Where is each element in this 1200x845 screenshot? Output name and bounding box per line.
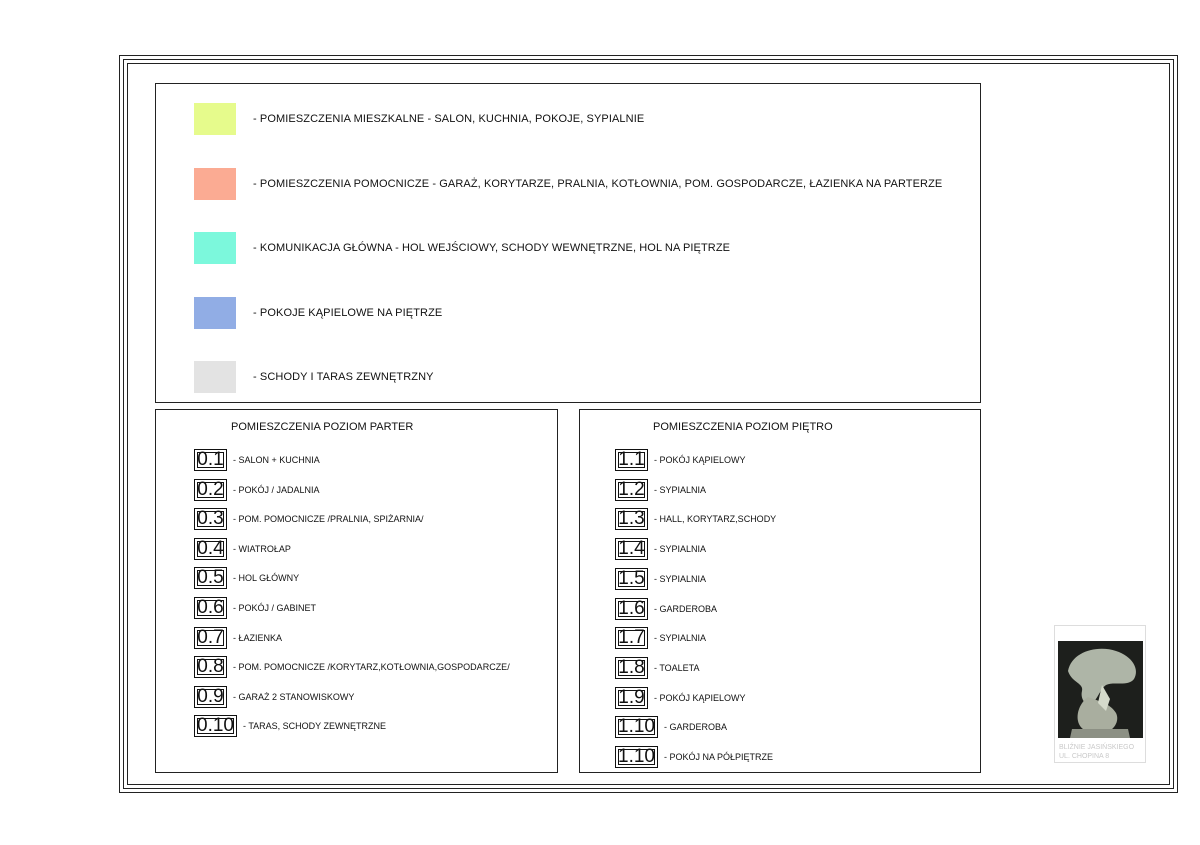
room-code-box: 0.6 — [194, 597, 227, 619]
legend-row-mieszkalne — [194, 102, 644, 136]
room-code-box: 0.1 — [194, 449, 227, 471]
pietro-room-row — [615, 448, 746, 472]
room-label: - SALON + KUCHNIA — [233, 455, 320, 465]
parter-room-row — [194, 714, 386, 738]
room-code-box: 1.6 — [615, 598, 648, 620]
room-label: - ŁAZIENKA — [233, 632, 283, 643]
room-label: - TOALETA — [654, 662, 700, 673]
room-label: - POKÓJ / JADALNIA — [233, 484, 320, 495]
room-code-box: 1.9 — [615, 687, 648, 709]
room-code-box: 1.1 — [615, 449, 648, 471]
room-label: - POM. POMOCNICZE /PRALNIA, SPIŻARNIA/ — [233, 514, 424, 525]
parter-room-row — [194, 655, 510, 679]
room-label: - GARDEROBA — [663, 722, 727, 733]
room-code-box: 0.5 — [194, 567, 227, 589]
architect-stamp — [1054, 625, 1146, 763]
legend-text-komunikacja: - KOMUNIKACJA GŁÓWNA - HOL WEJŚCIOWY, SCHODY WEWNĘTRZNE, HOL NA PIĘTRZE — [253, 242, 731, 254]
pietro-room-row — [615, 567, 706, 591]
room-label: - POKÓJ KĄPIELOWY — [654, 692, 746, 703]
legend-swatch-pomocnicze — [194, 168, 236, 200]
room-code-box: 1.5 — [615, 568, 648, 590]
pietro-room-row — [615, 656, 700, 680]
room-label: - SYPIALNIA — [654, 544, 707, 555]
room-code-box: 0.2 — [194, 479, 227, 501]
room-code-box: 0.4 — [194, 538, 227, 560]
room-code-box: 1.2 — [615, 479, 648, 501]
legend-row-schody-taras — [194, 360, 434, 394]
room-code-box: 0.10 — [194, 715, 237, 737]
legend-row-pomocnicze — [194, 167, 942, 201]
room-label: - HOL GŁÓWNY — [233, 573, 300, 584]
parter-rooms-panel — [155, 409, 558, 773]
stamp-line-1: BLIŹNIE JASIŃSKIEGO — [1059, 744, 1135, 751]
legend-text-pomocnicze: - POMIESZCZENIA POMOCNICZE - GARAŻ, KORYTARZE, PRALNIA, KOTŁOWNIA, POM. GOSPODARCZE, ŁAZIENKA NA PARTERZE — [253, 178, 943, 190]
parter-room-row — [194, 596, 316, 620]
room-label: - GARAŻ 2 STANOWISKOWY — [233, 691, 355, 702]
room-label: - TARAS, SCHODY ZEWNĘTRZNE — [242, 721, 386, 732]
parter-room-row — [194, 478, 320, 502]
legend-swatch-schody-taras — [194, 361, 236, 393]
pietro-panel-title: POMIESZCZENIA POZIOM PIĘTRO — [653, 421, 833, 433]
parter-room-row — [194, 537, 291, 561]
room-label: - POKÓJ / GABINET — [233, 603, 317, 613]
room-label: - WIATROŁAP — [233, 543, 291, 554]
room-code-box: 0.3 — [194, 508, 227, 530]
room-label: - SYPIALNIA — [654, 484, 707, 495]
room-label: - POKÓJ KĄPIELOWY — [654, 455, 746, 465]
legend-swatch-mieszkalne — [194, 103, 236, 135]
legend-row-kapielowe — [194, 296, 442, 330]
legend-row-komunikacja — [194, 231, 730, 265]
room-code-box: 0.9 — [194, 686, 227, 708]
room-code-box: 1.7 — [615, 627, 648, 649]
legend-swatch-kapielowe — [194, 297, 236, 329]
parter-room-row — [194, 507, 424, 531]
parter-room-row — [194, 448, 320, 472]
sculpture-photo — [1058, 641, 1143, 738]
room-code-box: 1.8 — [615, 657, 648, 679]
legend-text-kapielowe: - POKOJE KĄPIELOWE NA PIĘTRZE — [253, 307, 443, 319]
parter-room-row — [194, 566, 299, 590]
room-label: - SYPIALNIA — [654, 573, 707, 584]
room-label: - HALL, KORYTARZ,SCHODY — [654, 514, 777, 525]
stamp-line-2: UL. CHOPINA 8 — [1059, 753, 1110, 760]
pietro-room-row — [615, 626, 706, 650]
room-code-box: 0.7 — [194, 627, 227, 649]
room-code-box: 1.3 — [615, 508, 648, 530]
pietro-rooms-panel — [579, 409, 981, 773]
room-code-box: 1.4 — [615, 538, 648, 560]
room-label: - SYPIALNIA — [654, 633, 707, 644]
pietro-room-row — [615, 507, 776, 531]
room-label: - GARDEROBA — [654, 603, 718, 614]
parter-panel-title: POMIESZCZENIA POZIOM PARTER — [231, 421, 414, 433]
parter-room-row — [194, 685, 354, 709]
sculpture-silhouette — [1058, 641, 1143, 738]
legend-swatch-komunikacja — [194, 232, 236, 264]
pietro-room-row — [615, 537, 706, 561]
room-code-box: 0.8 — [194, 656, 227, 678]
parter-room-row — [194, 626, 282, 650]
room-label: - POM. POMOCNICZE /KORYTARZ,KOTŁOWNIA,GOSPODARCZE/ — [233, 662, 510, 673]
color-legend-panel — [155, 83, 981, 403]
pietro-room-row — [615, 686, 746, 710]
room-code-box: 1.10 — [615, 746, 658, 768]
pietro-room-row — [615, 745, 773, 769]
pietro-room-row — [615, 597, 717, 621]
pietro-room-row — [615, 715, 727, 739]
legend-text-schody-taras: - SCHODY I TARAS ZEWNĘTRZNY — [253, 371, 434, 383]
legend-text-mieszkalne: - POMIESZCZENIA MIESZKALNE - SALON, KUCHNIA, POKOJE, SYPIALNIE — [253, 113, 645, 125]
room-label: - POKÓJ NA PÓŁPIĘTRZE — [663, 752, 774, 762]
room-code-box: 1.10 — [615, 716, 658, 738]
pietro-room-row — [615, 478, 706, 502]
